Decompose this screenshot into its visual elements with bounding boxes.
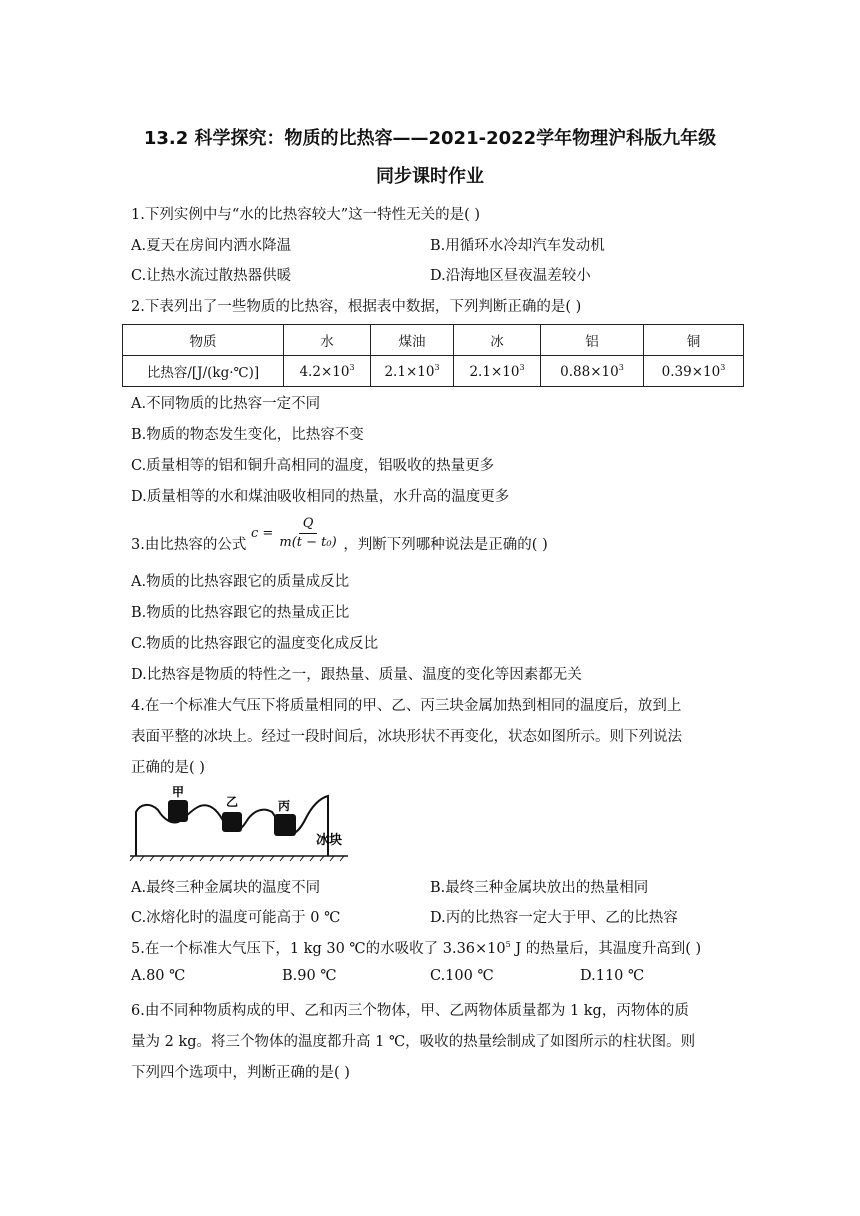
specific-heat-formula: c = $\frac{Q}{\text{m(t − t₀)}}$ — [250, 516, 337, 550]
q4-option-b: B.最终三种金属块放出的热量相同 — [430, 880, 649, 896]
label-jia: 甲 — [172, 785, 185, 799]
q5-option-d: D.110 ℃ — [580, 968, 645, 984]
table-header-cell: 水 — [284, 325, 371, 356]
worksheet-title-line1: 13.2 科学探究：物质的比热容——2021-2022学年物理沪科版九年级 — [143, 128, 717, 149]
specific-heat-table — [122, 324, 744, 387]
ice-block-figure — [128, 782, 358, 862]
table-header-cell: 铝 — [541, 325, 644, 356]
q4-option-a: A.最终三种金属块的温度不同 — [131, 880, 321, 896]
q1-option-c: C.让热水流过散热器供暖 — [131, 268, 292, 284]
q6-stem-line1: 6.由不同种物质构成的甲、乙和丙三个物体，甲、乙两物体质量都为 1 kg，丙物体的质 — [131, 1003, 689, 1019]
q2-stem: 2.下表列出了一些物质的比热容，根据表中数据，下列判断正确的是( ) — [131, 299, 582, 315]
table-row-label: 比热容/[J/(kg·℃)] — [123, 356, 284, 387]
label-yi: 乙 — [226, 795, 239, 809]
q2-option-a: A.不同物质的比热容一定不同 — [131, 396, 321, 412]
table-cell: $0.39\times 10^3$ — [644, 356, 744, 387]
metal-block-jia — [168, 800, 188, 822]
q6-stem-line3: 下列四个选项中，判断正确的是( ) — [131, 1065, 350, 1081]
q4-option-d: D.丙的比热容一定大于甲、乙的比热容 — [430, 910, 678, 926]
q3-option-c: C.物质的比热容跟它的温度变化成反比 — [131, 636, 379, 652]
worksheet-title-line2: 同步课时作业 — [376, 166, 484, 187]
q3-option-a: A.物质的比热容跟它的质量成反比 — [131, 574, 350, 590]
q4-option-c: C.冰熔化时的温度可能高于 0 ℃ — [131, 910, 341, 926]
q3-option-b: B.物质的比热容跟它的热量成正比 — [131, 605, 350, 621]
q5-option-b: B.90 ℃ — [282, 968, 337, 984]
q5-option-c: C.100 ℃ — [430, 968, 494, 984]
metal-block-yi — [222, 812, 242, 832]
q2-option-c: C.质量相等的铝和铜升高相同的温度，铝吸收的热量更多 — [131, 458, 495, 474]
q3-option-d: D.比热容是物质的特性之一，跟热量、质量、温度的变化等因素都无关 — [131, 667, 582, 683]
table-cell: $4.2\times 10^3$ — [284, 356, 371, 387]
q3-stem: 3.由比热容的公式 c = $\frac{Q}{\text{m(t − t₀)}}$ ，判断下列哪种说法是正确的( ) — [131, 516, 548, 553]
q1-option-d: D.沿海地区昼夜温差较小 — [430, 268, 591, 284]
q1-option-a: A.夏天在房间内洒水降温 — [131, 238, 292, 254]
table-cell: $2.1\times 10^3$ — [454, 356, 541, 387]
label-ice: 冰块 — [316, 833, 343, 848]
table-cell: $0.88\times 10^3$ — [541, 356, 644, 387]
table-row — [123, 356, 744, 387]
q5-option-a: A.80 ℃ — [131, 968, 186, 984]
q4-stem-line2: 表面平整的冰块上。经过一段时间后，冰块形状不再变化，状态如图所示。则下列说法 — [131, 729, 682, 745]
q6-stem-line2: 量为 2 kg。将三个物体的温度都升高 1 ℃，吸收的热量绘制成了如图所示的柱状图。则 — [131, 1034, 696, 1050]
table-header-row — [123, 325, 744, 356]
table-cell: $2.1\times 10^3$ — [371, 356, 454, 387]
q4-stem-line3: 正确的是( ) — [131, 760, 205, 776]
table-header-cell: 冰 — [454, 325, 541, 356]
q2-option-b: B.物质的物态发生变化，比热容不变 — [131, 427, 364, 443]
metal-block-bing — [274, 814, 296, 836]
table-header-cell: 铜 — [644, 325, 744, 356]
q2-option-d: D.质量相等的水和煤油吸收相同的热量，水升高的温度更多 — [131, 489, 510, 505]
q1-stem: 1.下列实例中与“水的比热容较大”这一特性无关的是( ) — [131, 207, 481, 223]
q1-option-b: B.用循环水冷却汽车发动机 — [430, 238, 605, 254]
table-header-cell: 煤油 — [371, 325, 454, 356]
q5-stem: 5.在一个标准大气压下，1 kg 30 ℃的水吸收了 $3.36\times 10^5$ J 的热量后，其温度升高到( ) — [131, 940, 702, 957]
q4-stem-line1: 4.在一个标准大气压下将质量相同的甲、乙、丙三块金属加热到相同的温度后，放到上 — [131, 698, 682, 714]
table-header-cell: 物质 — [123, 325, 284, 356]
label-bing: 丙 — [278, 799, 291, 813]
